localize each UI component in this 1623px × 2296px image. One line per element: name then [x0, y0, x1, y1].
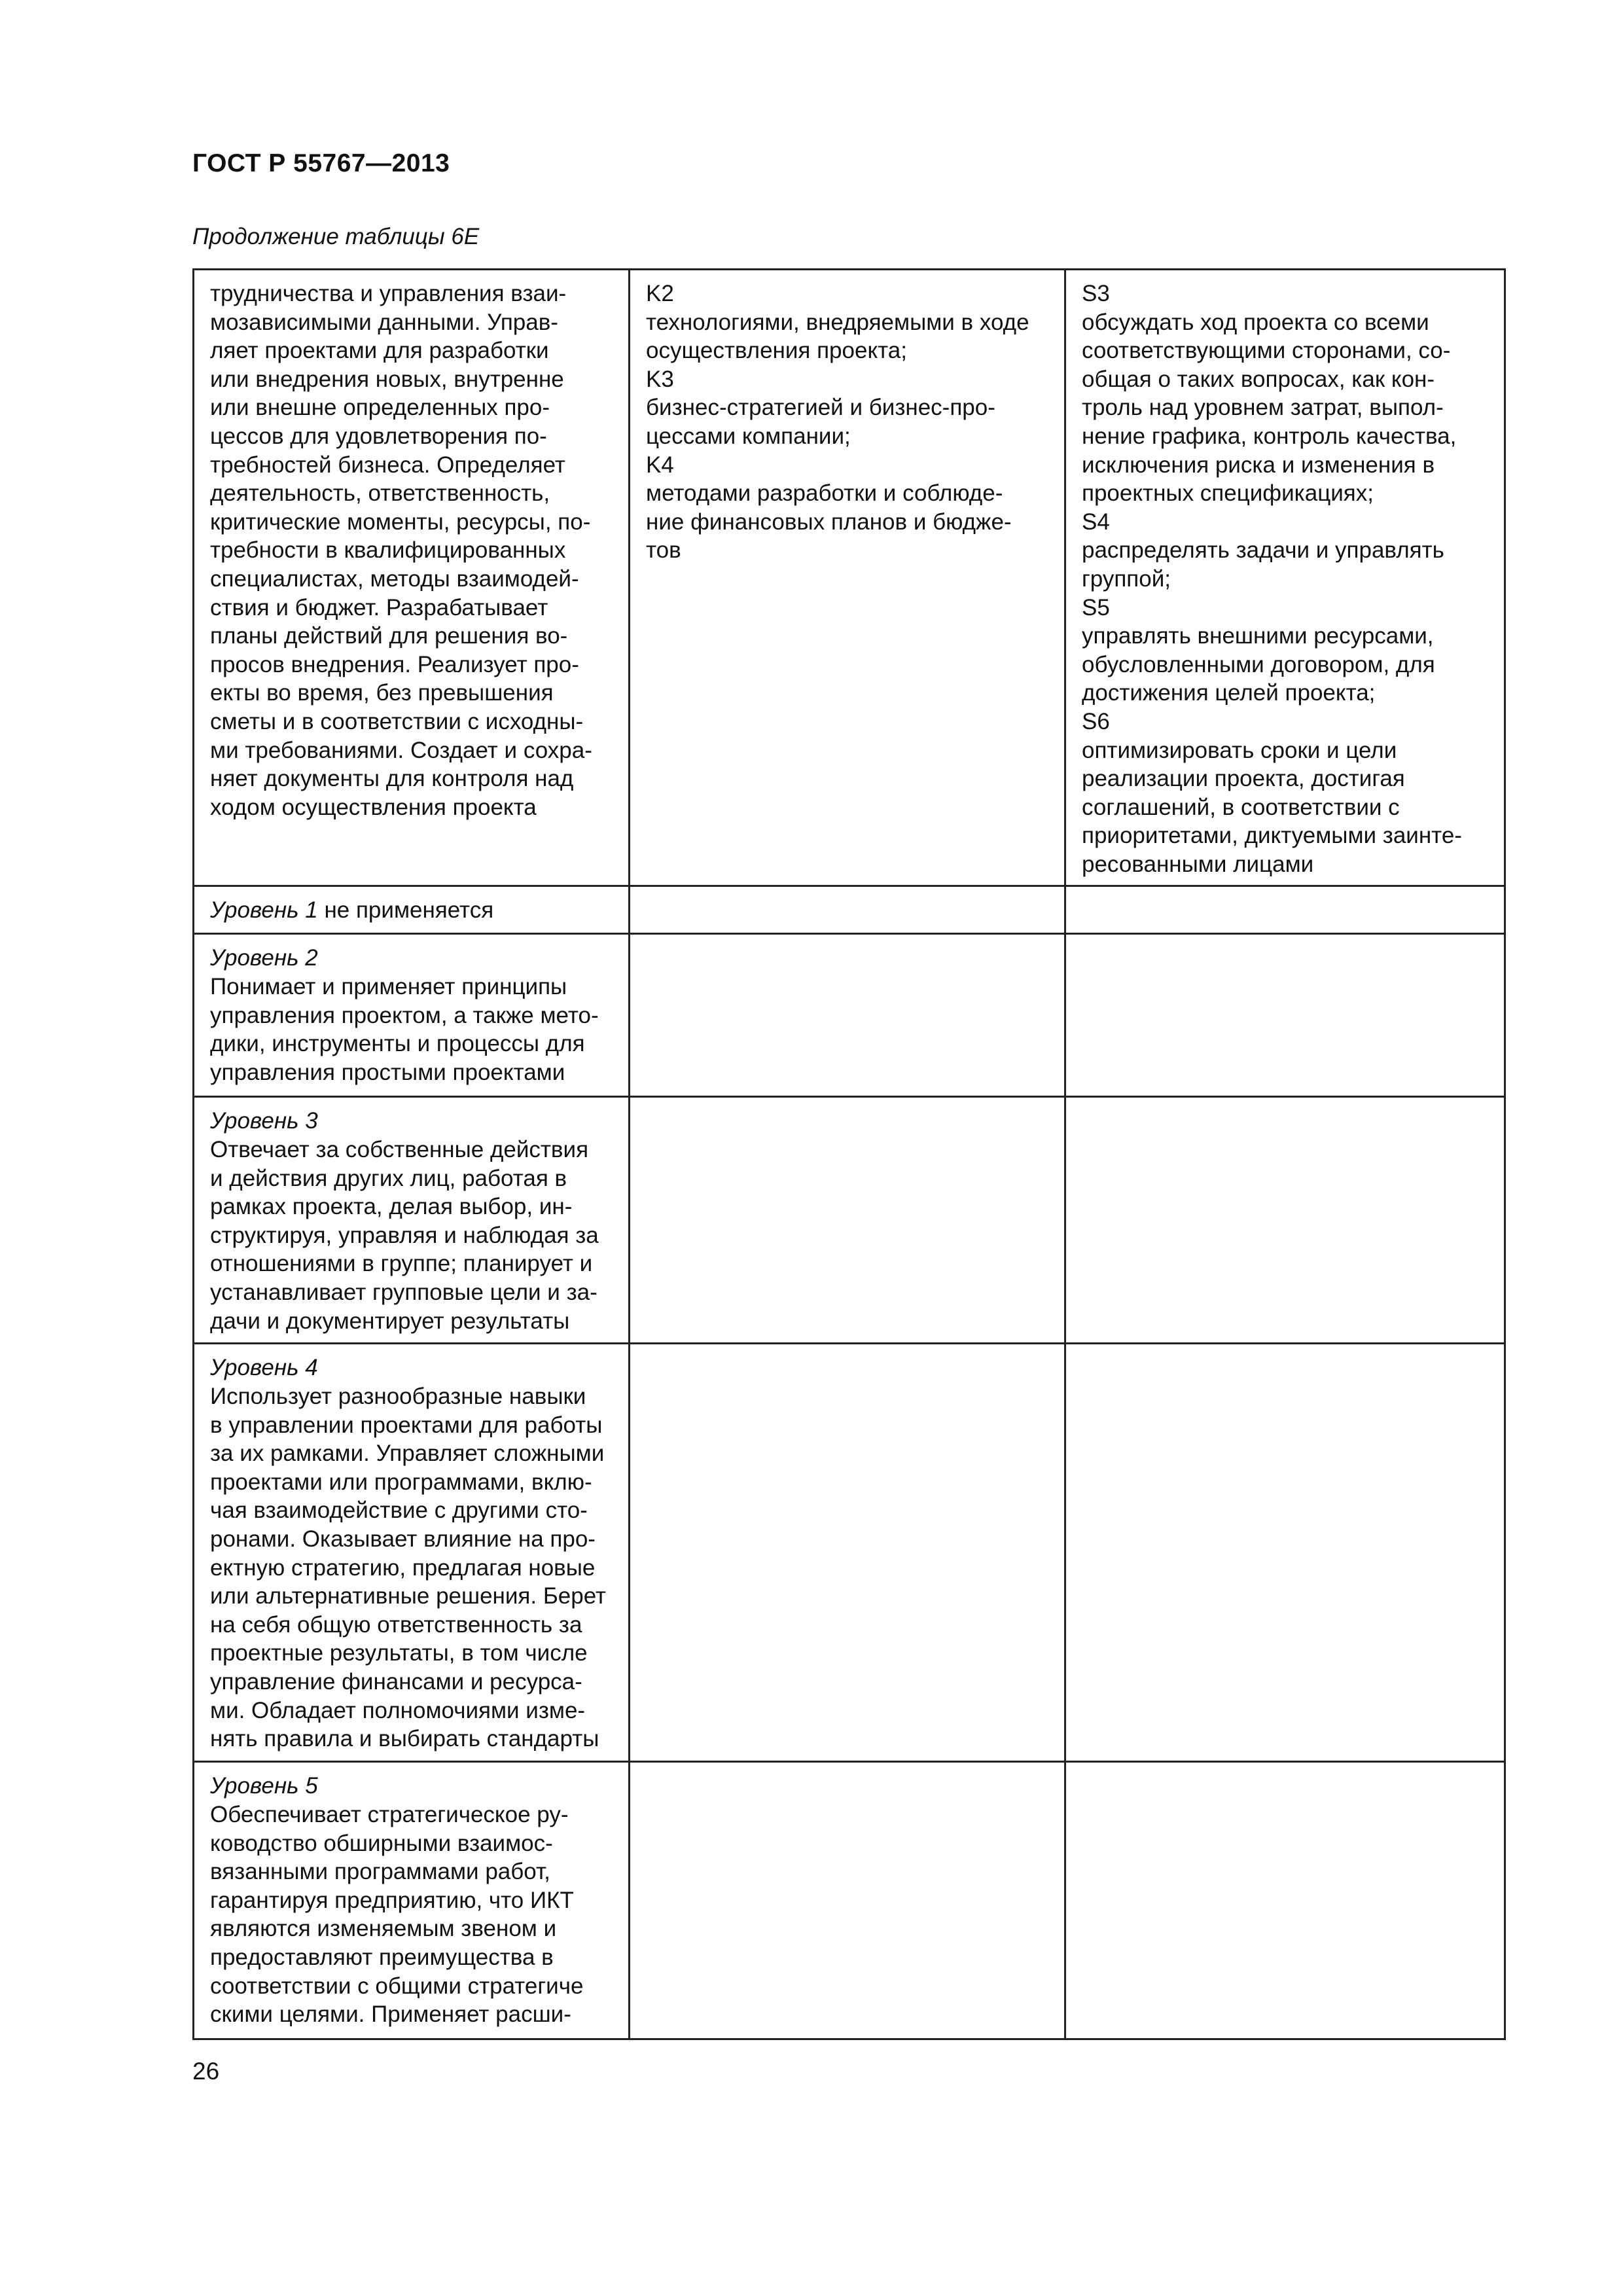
text-line: вязанными программами работ,: [210, 1859, 550, 1885]
text-line: методами разработки и соблюде-: [646, 480, 1003, 507]
text-line: цессами компании;: [646, 423, 851, 449]
text-line: или внедрения новых, внутренне: [210, 366, 564, 392]
table-row-level-5: [194, 1762, 1505, 2039]
cell-knowledge: [630, 270, 1065, 886]
text-line: нение графика, контроль качества,: [1082, 423, 1457, 449]
text-line: мозависимыми данными. Управ-: [210, 309, 558, 335]
text-line: группой;: [1082, 565, 1171, 592]
text-line: ководство обширными взаимос-: [210, 1830, 553, 1856]
text-line: общая о таких вопросах, как кон-: [1082, 366, 1435, 392]
text-line: ствия и бюджет. Разрабатывает: [210, 594, 548, 620]
skill-code-s3: S3: [1082, 281, 1110, 306]
text-line: или альтернативные решения. Берет: [210, 1583, 607, 1609]
text-line: няет документы для контроля над: [210, 766, 574, 792]
table-row-competence: [194, 270, 1505, 886]
text-line: являются изменяемым звеном и: [210, 1916, 557, 1942]
text-line: исключения риска и изменения в: [1082, 452, 1435, 478]
skill-code-s4: S4: [1082, 509, 1110, 535]
text-line: проектные результаты, в том числе: [210, 1640, 588, 1666]
text-line: обсуждать ход проекта со всеми: [1082, 309, 1429, 335]
text-line: проектами или программами, вклю-: [210, 1469, 592, 1495]
text-line: требности в квалифицированных: [210, 537, 566, 564]
text-line: технологиями, внедряемыми в ходе: [646, 309, 1029, 335]
text-line: чая взаимодействие с другими сто-: [210, 1498, 588, 1524]
text-line: специалистах, методы взаимодей-: [210, 565, 579, 592]
cell-competence-description: [194, 270, 630, 886]
text-line: нять правила и выбирать стандарты: [210, 1726, 599, 1752]
text-line: ние финансовых планов и бюдже-: [646, 509, 1012, 535]
text-line: Отвечает за собственные действия: [210, 1137, 589, 1163]
cell-skills: [1065, 270, 1505, 886]
text-line: достижения целей проекта;: [1082, 680, 1376, 706]
text-line: реализации проекта, достигая: [1082, 766, 1405, 792]
text-line: ронами. Оказывает влияние на про-: [210, 1526, 596, 1552]
page-number: 26: [192, 2058, 220, 2085]
text-line: Использует разнообразные навыки: [210, 1384, 586, 1410]
text-line: осуществления проекта;: [646, 338, 907, 364]
level-label: Уровень 5: [210, 1773, 318, 1799]
cell-level-3: [194, 1097, 630, 1344]
text-line: и действия других лиц, работая в: [210, 1165, 567, 1191]
text-line: дики, инструменты и процессы для: [210, 1031, 585, 1057]
text-line: Обеспечивает стратегическое ру-: [210, 1802, 569, 1828]
empty-cell: [1065, 1097, 1505, 1344]
text-line: дачи и документирует результаты: [210, 1308, 570, 1334]
text-line: цессов для удовлетворения по-: [210, 423, 547, 449]
text-line: приоритетами, диктуемыми заинте-: [1082, 823, 1462, 849]
text-line: трудничества и управления взаи-: [210, 281, 567, 306]
text-line: проектных спецификациях;: [1082, 480, 1374, 507]
text-line: требностей бизнеса. Определяет: [210, 452, 565, 478]
knowledge-code-k4: K4: [646, 452, 674, 478]
empty-cell: [1065, 934, 1505, 1097]
text-line: соглашений, в соответствии с: [1082, 794, 1400, 820]
skill-code-s5: S5: [1082, 594, 1110, 620]
text-line: соответствующими сторонами, со-: [1082, 338, 1451, 364]
empty-cell: [630, 934, 1065, 1097]
empty-cell: [630, 1762, 1065, 2039]
skill-code-s6: S6: [1082, 708, 1110, 734]
table-row-level-2: [194, 934, 1505, 1097]
text-line: отношениями в группе; планирует и: [210, 1251, 593, 1277]
knowledge-code-k3: K3: [646, 366, 674, 392]
empty-cell: [630, 886, 1065, 934]
table-row-level-3: [194, 1097, 1505, 1344]
table-row-level-1: [194, 886, 1505, 934]
text-line: троль над уровнем затрат, выпол-: [1082, 395, 1444, 421]
text-line: критические моменты, ресурсы, по-: [210, 509, 591, 535]
text-line: рамках проекта, делая выбор, ин-: [210, 1194, 573, 1220]
table-row-level-4: [194, 1344, 1505, 1762]
text-line: устанавливает групповые цели и за-: [210, 1280, 597, 1306]
text-line: гарантируя предприятию, что ИКТ: [210, 1887, 574, 1913]
knowledge-code-k2: K2: [646, 281, 674, 306]
cell-level-5: [194, 1762, 630, 2039]
text-line: тов: [646, 537, 681, 564]
empty-cell: [630, 1344, 1065, 1762]
text-line: соответствии с общими стратегиче: [210, 1973, 584, 1999]
text-line: бизнес-стратегией и бизнес-про-: [646, 395, 995, 421]
text-line: за их рамками. Управляет сложными: [210, 1441, 605, 1467]
table-caption: Продолжение таблицы 6Е: [192, 224, 480, 249]
standard-designation: ГОСТ Р 55767—2013: [192, 149, 450, 177]
text-line: ляет проектами для разработки: [210, 338, 549, 364]
text-line: предоставляют преимущества в: [210, 1945, 554, 1971]
empty-cell: [1065, 886, 1505, 934]
text-line: обусловленными договором, для: [1082, 651, 1435, 677]
cell-level-2: [194, 934, 630, 1097]
text-line: ектную стратегию, предлагая новые: [210, 1554, 596, 1581]
level-text: не применяется: [317, 897, 494, 924]
empty-cell: [630, 1097, 1065, 1344]
text-line: Понимает и применяет принципы: [210, 974, 567, 1000]
empty-cell: [1065, 1762, 1505, 2039]
text-line: в управлении проектами для работы: [210, 1412, 603, 1438]
text-line: деятельность, ответственность,: [210, 480, 550, 507]
text-line: екты во время, без превышения: [210, 680, 554, 706]
text-line: или внешне определенных про-: [210, 395, 550, 421]
level-label: Уровень 4: [210, 1355, 318, 1381]
text-line: на себя общую ответственность за: [210, 1611, 582, 1638]
cell-level-4: [194, 1344, 630, 1762]
text-line: управление финансами и ресурса-: [210, 1669, 582, 1695]
level-label: Уровень 1: [210, 897, 318, 924]
cell-level-1: [194, 886, 630, 934]
text-line: ходом осуществления проекта: [210, 794, 537, 820]
text-line: структируя, управляя и наблюдая за: [210, 1222, 599, 1248]
text-line: просов внедрения. Реализует про-: [210, 651, 579, 677]
text-line: управления проектом, а также мето-: [210, 1002, 599, 1028]
text-line: управления простыми проектами: [210, 1059, 565, 1085]
competence-table: [192, 268, 1506, 2040]
level-label: Уровень 2: [210, 945, 318, 971]
text-line: ресованными лицами: [1082, 851, 1314, 877]
text-line: сметы и в соответствии с исходны-: [210, 708, 584, 734]
level-label: Уровень 3: [210, 1108, 318, 1134]
empty-cell: [1065, 1344, 1505, 1762]
text-line: ми требованиями. Создает и сохра-: [210, 737, 592, 763]
text-line: ми. Обладает полномочиями изме-: [210, 1697, 586, 1723]
text-line: планы действий для решения во-: [210, 623, 568, 649]
text-line: оптимизировать сроки и цели: [1082, 737, 1397, 763]
text-line: скими целями. Применяет расши-: [210, 2001, 571, 2028]
text-line: управлять внешними ресурсами,: [1082, 623, 1434, 649]
text-line: распределять задачи и управлять: [1082, 537, 1444, 564]
